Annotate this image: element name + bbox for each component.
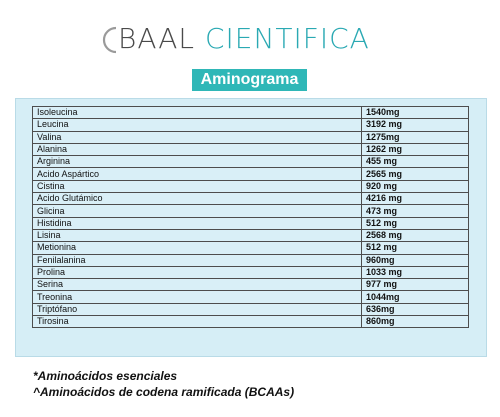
- amino-acid-amount: 1262 mg: [362, 143, 469, 155]
- table-row: [33, 254, 469, 266]
- amino-acid-amount: 2568 mg: [362, 229, 469, 241]
- footnotes: [33, 368, 294, 400]
- amino-acid-amount: 1275mg: [362, 131, 469, 143]
- amino-acid-amount: 2565 mg: [362, 168, 469, 180]
- table-row: [33, 229, 469, 241]
- amino-acid-name: Tirosina: [33, 316, 362, 328]
- table-row: [33, 193, 469, 205]
- amino-acid-amount: 1044mg: [362, 291, 469, 303]
- amino-acid-name: Cistina: [33, 180, 362, 192]
- page-title: Aminograma: [192, 69, 307, 91]
- table-row: [33, 107, 469, 119]
- amino-acid-amount: 860mg: [362, 316, 469, 328]
- table-row: [33, 119, 469, 131]
- amino-acid-amount: 1540mg: [362, 107, 469, 119]
- amino-acid-amount: 920 mg: [362, 180, 469, 192]
- amino-acid-amount: 636mg: [362, 303, 469, 315]
- amino-acid-amount: 512 mg: [362, 242, 469, 254]
- amino-acid-name: Leucina: [33, 119, 362, 131]
- amino-acid-name: Metionina: [33, 242, 362, 254]
- amino-acid-name: Valina: [33, 131, 362, 143]
- footnote-bcaa: ^Aminoácidos de codena ramificada (BCAAs): [33, 385, 295, 399]
- brand-logo: [100, 18, 400, 58]
- table-row: [33, 217, 469, 229]
- amino-acid-name: Serina: [33, 279, 362, 291]
- table-row: [33, 205, 469, 217]
- table-row: [33, 316, 469, 328]
- amino-acid-name: Acido Aspártico: [33, 168, 362, 180]
- table-row: [33, 156, 469, 168]
- aminogram-table: [32, 106, 469, 328]
- amino-acid-name: Histidina: [33, 217, 362, 229]
- table-row: [33, 291, 469, 303]
- amino-acid-amount: 512 mg: [362, 217, 469, 229]
- amino-acid-name: Treonina: [33, 291, 362, 303]
- amino-acid-name: Lisina: [33, 229, 362, 241]
- amino-acid-name: Glicina: [33, 205, 362, 217]
- brand-name-part2: CIENTIFICA: [204, 22, 370, 55]
- amino-acid-name: Arginina: [33, 156, 362, 168]
- amino-acid-amount: 4216 mg: [362, 193, 469, 205]
- table-row: [33, 131, 469, 143]
- amino-acid-amount: 473 mg: [362, 205, 469, 217]
- amino-acid-name: Triptófano: [33, 303, 362, 315]
- aminogram-panel: [15, 98, 487, 357]
- crescent-moon-icon: [380, 30, 402, 56]
- table-row: [33, 168, 469, 180]
- amino-acid-amount: 455 mg: [362, 156, 469, 168]
- amino-acid-amount: 977 mg: [362, 279, 469, 291]
- table-row: [33, 279, 469, 291]
- amino-acid-amount: 1033 mg: [362, 266, 469, 278]
- table-row: [33, 303, 469, 315]
- table-row: [33, 266, 469, 278]
- amino-acid-name: Acido Glutámico: [33, 193, 362, 205]
- brand-name-part1: BAAL: [118, 22, 196, 55]
- footnote-essential: *Aminoácidos esenciales: [33, 369, 178, 383]
- table-row: [33, 242, 469, 254]
- table-row: [33, 180, 469, 192]
- amino-acid-name: Fenilalanina: [33, 254, 362, 266]
- amino-acid-name: Alanina: [33, 143, 362, 155]
- table-row: [33, 143, 469, 155]
- amino-acid-name: Prolina: [33, 266, 362, 278]
- brand-name: [118, 22, 370, 55]
- amino-acid-name: Isoleucina: [33, 107, 362, 119]
- amino-acid-amount: 960mg: [362, 254, 469, 266]
- amino-acid-amount: 3192 mg: [362, 119, 469, 131]
